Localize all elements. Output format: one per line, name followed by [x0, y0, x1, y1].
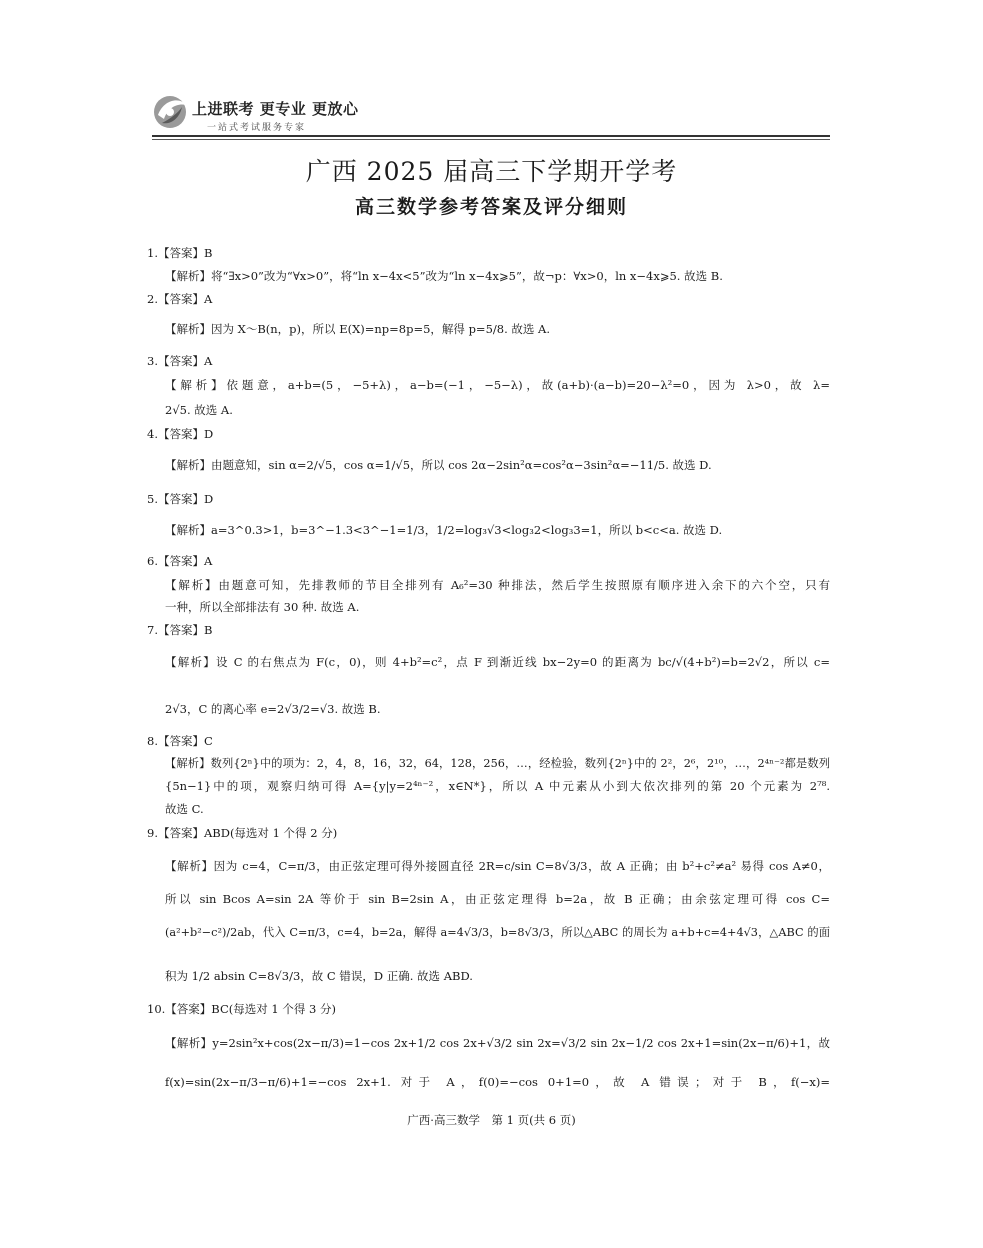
explanation-line: 所以 sin Bcos A=sin 2A 等价于 sin B=2sin A，由正弦定理得 b=2a，故 B 正确；由余弦定理可得 cos C= — [165, 892, 830, 906]
explanation-line: 故选 C. — [165, 802, 204, 816]
explanation-line: 【解析】由题意知，sin α=2/√5，cos α=1/√5，所以 cos 2α−2sin²α=cos²α−3sin²α=−11/5. 故选 D. — [165, 458, 712, 472]
explanation-line: {5n−1}中的项，观察归纳可得 A={y|y=2⁴ⁿ⁻²，x∈N*}，所以 A 中元素从小到大依次排列的第 20 个元素为 2⁷⁸. — [165, 779, 830, 793]
explanation-line: 【解析】将“∃x>0”改为“∀x>0”，将“ln x−4x<5”改为“ln x−4x⩾5”，故¬p：∀x>0，ln x−4x⩾5. 故选 B. — [165, 269, 723, 283]
explanation-line: 【解析】依题意，a+b=(5，−5+λ)，a−b=(−1，−5−λ)，故(a+b)·(a−b)=20−λ²=0，因为 λ>0，故 λ= — [165, 378, 830, 392]
explanation-line: 2√5. 故选 A. — [165, 403, 233, 417]
answer-line: 7.【答案】B — [147, 623, 213, 637]
explanation-line: 2√3，C 的离心率 e=2√3/2=√3. 故选 B. — [165, 702, 381, 716]
answer-line: 5.【答案】D — [147, 492, 214, 506]
explanation-line: 【解析】设 C 的右焦点为 F(c，0)，则 4+b²=c²，点 F 到渐近线 bx−2y=0 的距离为 bc/√(4+b²)=b=2√2，所以 c= — [165, 655, 830, 669]
brand-logo-icon — [150, 93, 194, 131]
explanation-line: 【解析】数列{2ⁿ}中的项为：2，4，8，16，32，64，128，256，…，经检验，数列{2ⁿ}中的 2²，2⁶，2¹⁰，…，2⁴ⁿ⁻²都是数列 — [165, 757, 830, 770]
explanation-line: 【解析】因为 X～B(n，p)，所以 E(X)=np=8p=5，解得 p=5/8. 故选 A. — [165, 322, 551, 336]
brand-slogan: 上进联考 更专业 更放心 — [192, 100, 359, 118]
explanation-line: 【解析】因为 c=4，C=π/3，由正弦定理可得外接圆直径 2R=c/sin C=8√3/3，故 A 正确；由 b²+c²≠a² 易得 cos A≠0， — [165, 859, 830, 873]
header-divider-thin — [152, 139, 830, 140]
explanation-line: 【解析】y=2sin²x+cos(2x−π/3)=1−cos 2x+1/2 cos 2x+√3/2 sin 2x=√3/2 sin 2x−1/2 cos 2x+1=sin(2x−π/6)+1，故 — [165, 1036, 830, 1050]
header-divider — [152, 135, 830, 137]
answer-line: 4.【答案】D — [147, 427, 214, 441]
page-subtitle: 高三数学参考答案及评分细则 — [354, 196, 628, 218]
page-title: 广西 2025 届高三下学期开学考 — [305, 157, 678, 186]
explanation-line: 【解析】由题意可知，先排教师的节目全排列有 A₆²=30 种排法，然后学生按照原有顺序进入余下的六个空，只有 — [165, 578, 830, 592]
explanation-line: f(x)=sin(2x−π/3−π/6)+1=−cos 2x+1. 对于 A，f(0)=−cos 0+1=0，故 A 错误；对于 B，f(−x)= — [165, 1075, 830, 1089]
explanation-line: 积为 1/2 absin C=8√3/3，故 C 错误，D 正确. 故选 ABD. — [165, 969, 473, 983]
page-footer: 广西·高三数学 第 1 页(共 6 页) — [407, 1113, 576, 1127]
answer-line: 6.【答案】A — [147, 554, 213, 568]
answer-line: 2.【答案】A — [147, 292, 213, 306]
answer-line: 10.【答案】BC(每选对 1 个得 3 分) — [147, 1002, 336, 1016]
brand-tagline: 一站式考试服务专家 — [207, 123, 307, 133]
explanation-line: 【解析】a=3^0.3>1，b=3^−1.3<3^−1=1/3，1/2=log₃√3<log₃2<log₃3=1，所以 b<c<a. 故选 D. — [165, 523, 723, 537]
explanation-line: (a²+b²−c²)/2ab，代入 C=π/3，c=4，b=2a，解得 a=4√3/3，b=8√3/3，所以△ABC 的周长为 a+b+c=4+4√3，△ABC 的面 — [165, 926, 830, 939]
answer-line: 3.【答案】A — [147, 354, 213, 368]
answer-line: 8.【答案】C — [147, 734, 213, 748]
answer-line: 9.【答案】ABD(每选对 1 个得 2 分) — [147, 826, 338, 840]
answer-line: 1.【答案】B — [147, 246, 213, 260]
explanation-line: 一种，所以全部排法有 30 种. 故选 A. — [165, 600, 360, 614]
